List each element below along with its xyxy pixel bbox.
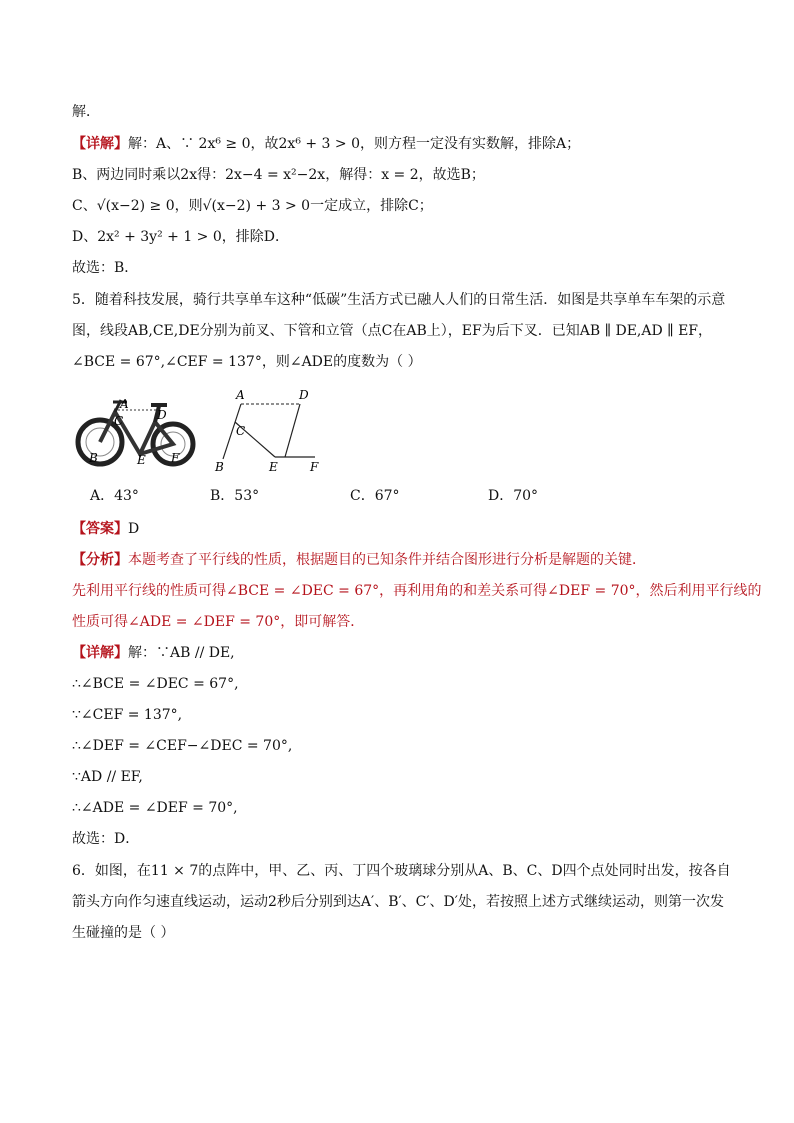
detail-tag: 【详解】 — [72, 645, 128, 661]
text-line — [72, 134, 734, 154]
label-e: E — [269, 460, 278, 474]
answer-line — [72, 519, 734, 539]
analysis-line — [72, 550, 734, 570]
detail-text: 解：∵AB // DE, — [128, 645, 235, 661]
question-6-stem: 6．如图，在11 × 7的点阵中，甲、乙、丙、丁四个玻璃球分别从A、B、C、D四个点处同时出发，按各自 — [72, 863, 731, 879]
analysis-line: 先利用平行线的性质可得∠BCE = ∠DEC = 67°，再利用角的和差关系可得∠DEF = 70°，然后利用平行线的 — [72, 583, 762, 599]
question-6-stem: 生碰撞的是（ ） — [72, 925, 175, 941]
detail-tag: 【详解】 — [72, 136, 128, 152]
text-line: C、√(x−2) ≥ 0，则√(x−2) + 3 > 0一定成立，排除C； — [72, 198, 433, 214]
answer-value: D — [128, 521, 140, 537]
question-5-stem: 图，线段AB,CE,DE分别为前叉、下管和立管（点C在AB上），EF为后下叉．已知AB ∥ DE,AD ∥ EF， — [72, 323, 713, 339]
text-line: 故选：B． — [72, 260, 139, 276]
label-c: C — [236, 424, 246, 438]
analysis-text: 本题考查了平行线的性质，根据题目的已知条件并结合图形进行分析是解题的关键． — [128, 552, 646, 568]
detail-line: ∴∠ADE = ∠DEF = 70°, — [72, 800, 238, 816]
label-a: A — [120, 397, 129, 411]
label-b: B — [89, 451, 98, 465]
label-f: F — [310, 460, 319, 474]
label-e: E — [137, 453, 146, 467]
bicycle-image — [75, 392, 200, 474]
detail-line: ∴∠DEF = ∠CEF−∠DEC = 70°, — [72, 738, 293, 754]
detail-text: 解：A、∵ 2x⁶ ≥ 0，故2x⁶ + 3 > 0，则方程一定没有实数解，排除A； — [128, 136, 581, 152]
detail-line — [72, 643, 734, 663]
text-line: 解． — [72, 104, 100, 120]
detail-line: 故选：D． — [72, 831, 140, 847]
label-b: B — [215, 460, 224, 474]
label-c: C — [114, 414, 124, 428]
geometry-diagram — [205, 385, 335, 477]
detail-line: ∵AD // EF, — [72, 769, 143, 785]
text-line: B、两边同时乘以2x得：2x−4 = x²−2x，解得：x = 2，故选B； — [72, 167, 485, 183]
option-b: B．53° — [210, 488, 260, 504]
question-5-stem: 5．随着科技发展，骑行共享单车这种“低碳”生活方式已融人人们的日常生活．如图是共享单车车架的示意 — [72, 292, 726, 308]
segment-de — [285, 404, 300, 457]
option-c: C．67° — [350, 488, 400, 504]
detail-line: ∵∠CEF = 137°, — [72, 707, 183, 723]
question-6-stem: 箭头方向作匀速直线运动，运动2秒后分别到达A′、B′、C′、D′处，若按照上述方式继续运动，则第一次发 — [72, 894, 724, 910]
label-f: F — [171, 451, 180, 465]
detail-line: ∴∠BCE = ∠DEC = 67°, — [72, 676, 239, 692]
analysis-tag: 【分析】 — [72, 552, 128, 568]
option-d: D．70° — [488, 488, 539, 504]
question-5-stem: ∠BCE = 67°,∠CEF = 137°，则∠ADE的度数为（ ） — [72, 354, 422, 370]
answer-tag: 【答案】 — [72, 521, 128, 537]
option-a: A．43° — [90, 488, 139, 504]
label-d: D — [157, 408, 167, 422]
label-d: D — [299, 388, 309, 402]
label-a: A — [236, 388, 245, 402]
analysis-line: 性质可得∠ADE = ∠DEF = 70°，即可解答． — [72, 614, 365, 630]
text-line: D、2x² + 3y² + 1 > 0，排除D． — [72, 229, 289, 245]
